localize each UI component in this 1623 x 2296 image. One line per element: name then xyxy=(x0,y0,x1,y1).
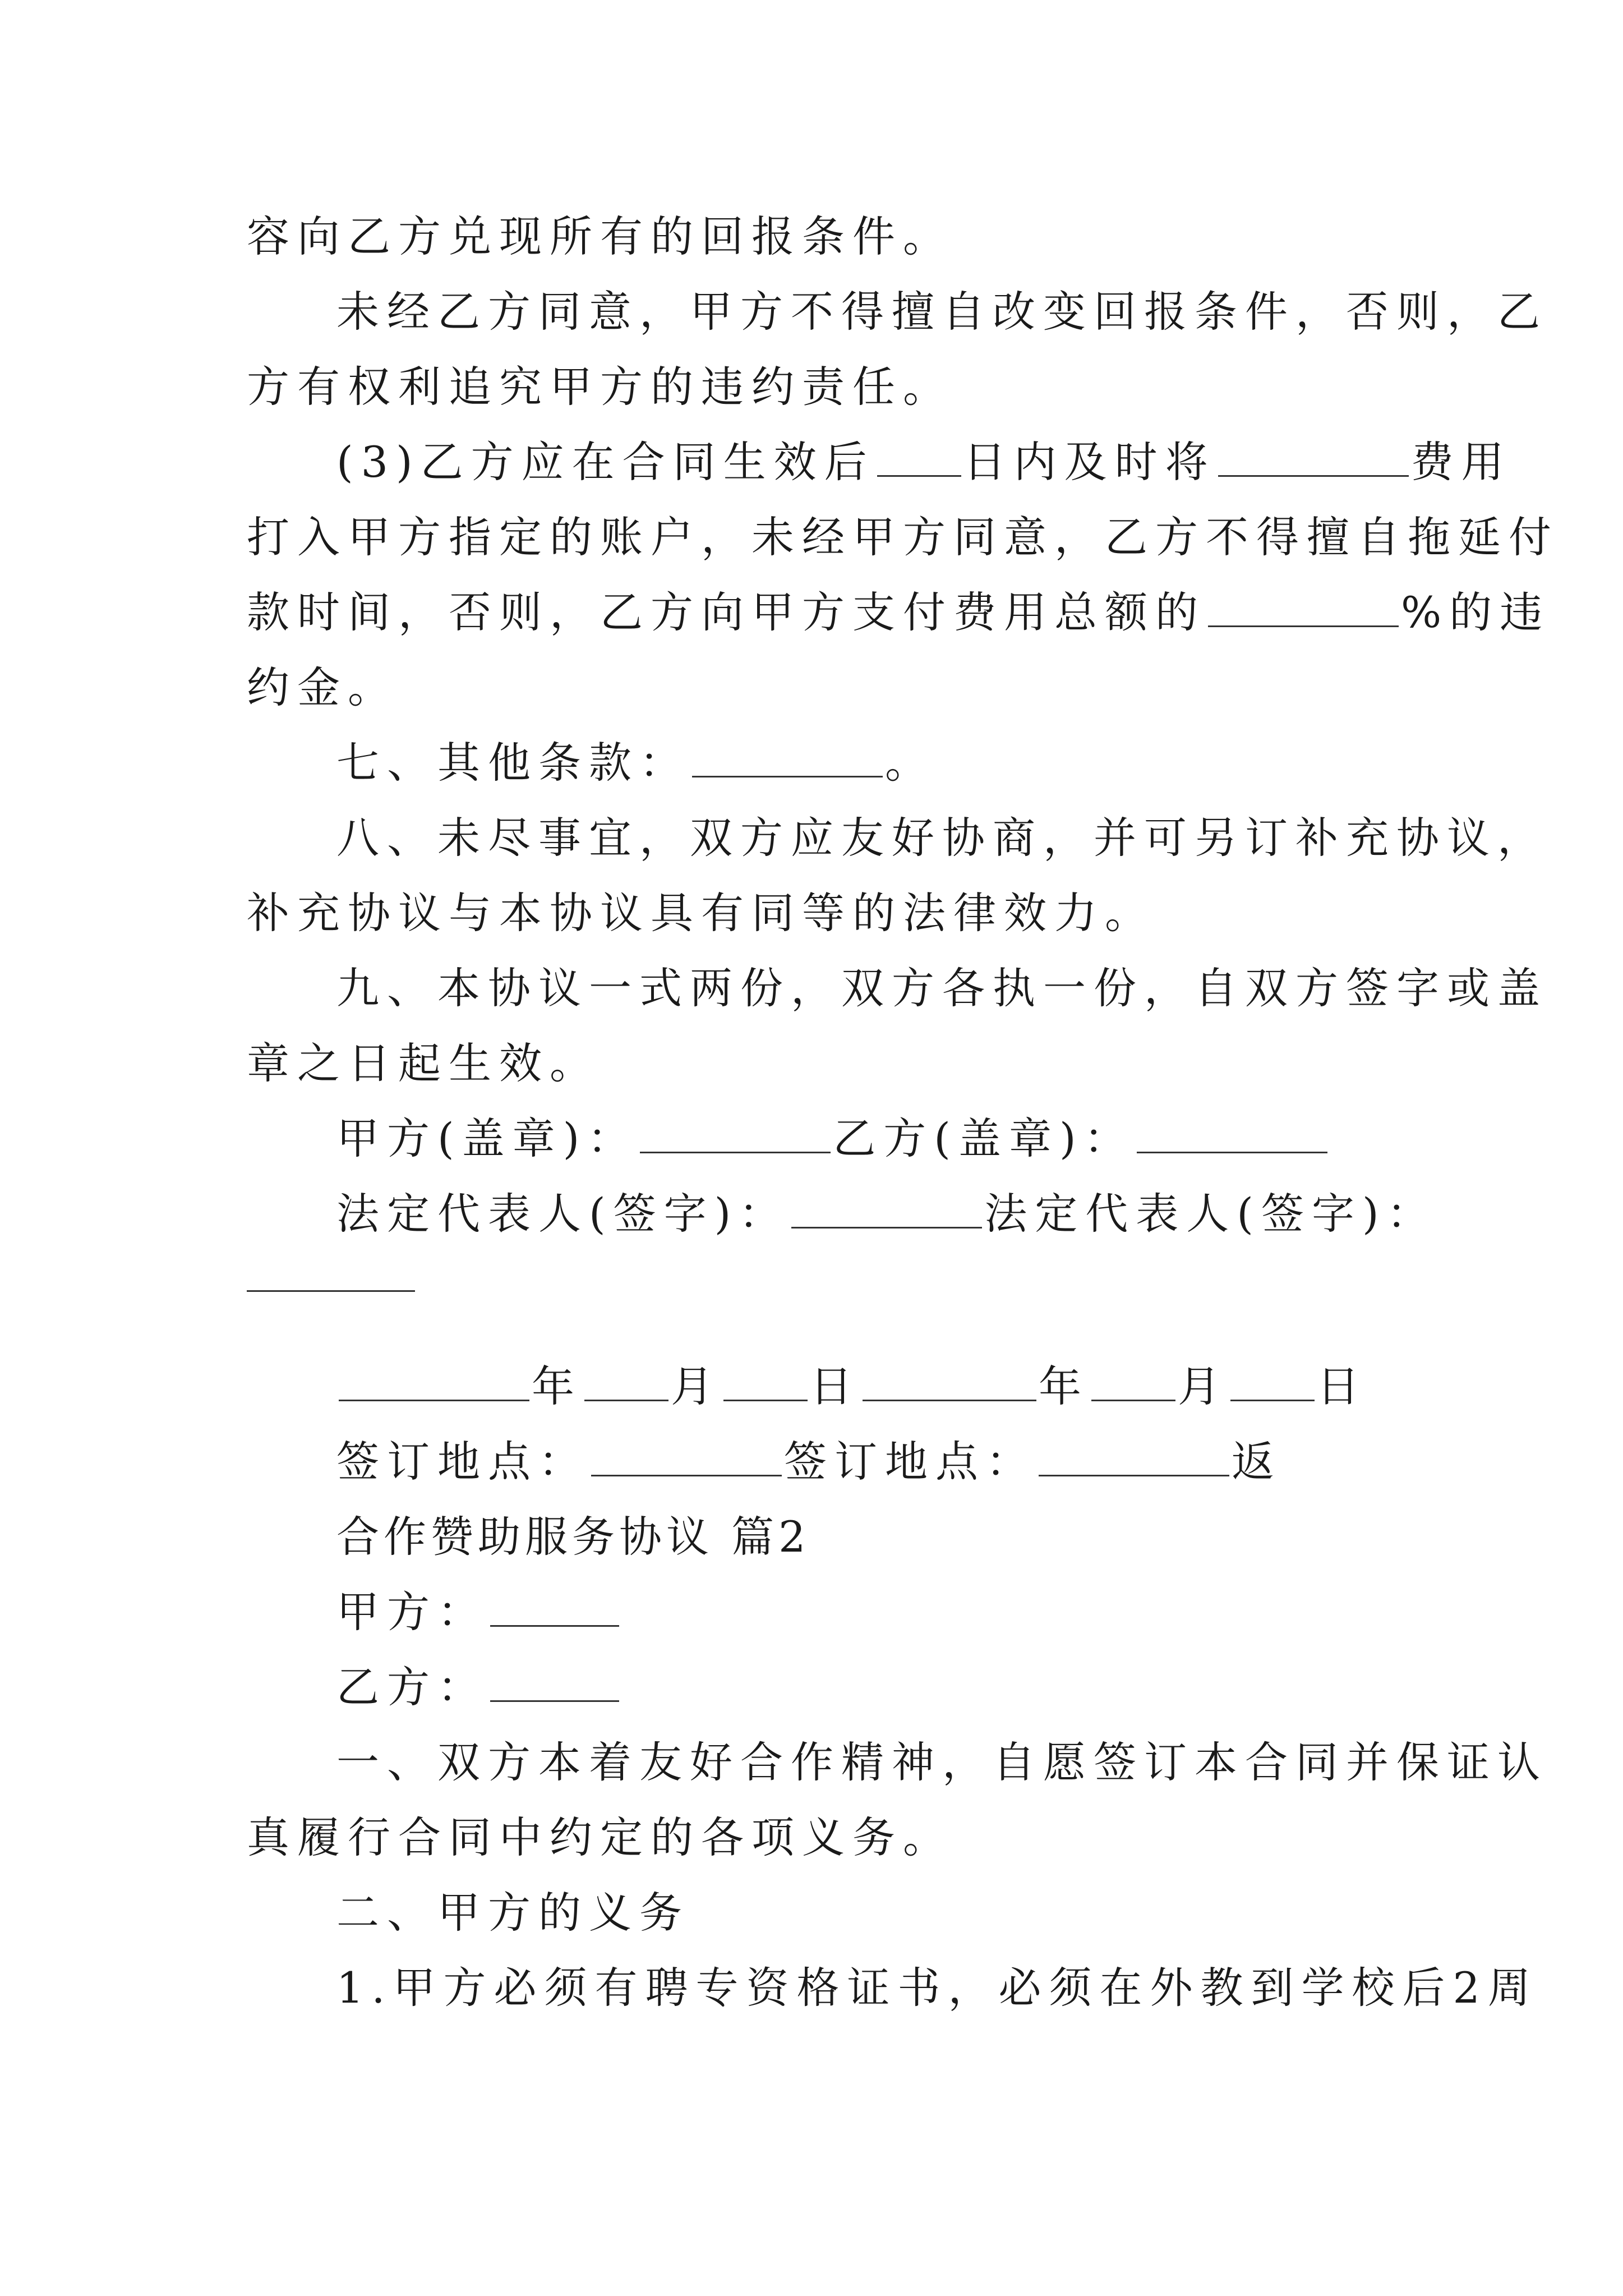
blank-line xyxy=(1208,586,1399,627)
text-line xyxy=(336,735,935,791)
blank-line xyxy=(490,1586,619,1627)
text-line: 真履行合同中约定的各项义务。 xyxy=(247,1812,953,1862)
party-b-line xyxy=(336,1659,621,1715)
blank-line xyxy=(863,1360,1036,1401)
text-segment: 七、其他条款： xyxy=(336,738,690,788)
text-line: 未经乙方同意，甲方不得擅自改变回报条件，否则，乙 xyxy=(336,287,1548,337)
text-line: 容向乙方兑现所有的回报条件。 xyxy=(247,211,953,261)
text-line: 补充协议与本协议具有同等的法律效力。 xyxy=(247,888,1155,938)
text-segment: 。 xyxy=(885,738,935,788)
text-segment: 费用 xyxy=(1410,437,1512,487)
party-b-seal-label: 乙方(盖章)： xyxy=(833,1114,1135,1163)
text-segment: 日内及时将 xyxy=(963,437,1216,487)
signature-line xyxy=(336,1111,1330,1167)
blank-line xyxy=(1039,1435,1229,1476)
blank-line xyxy=(490,1661,619,1702)
text-segment: %的违 xyxy=(1401,587,1551,637)
place-label: 签订地点： xyxy=(784,1437,1036,1487)
section-title: 合作赞助服务协议 篇2 xyxy=(336,1512,810,1562)
blank-line xyxy=(1137,1112,1327,1153)
text-line: 九、本协议一式两份，双方各执一份，自双方签字或盖 xyxy=(336,963,1548,1013)
party-a-label: 甲方： xyxy=(336,1587,488,1637)
place-label: 签订地点： xyxy=(336,1437,589,1487)
date-year-label: 年 xyxy=(532,1361,582,1411)
date-day-label: 日 xyxy=(810,1361,860,1411)
date-day-label: 日 xyxy=(1317,1361,1367,1411)
signature-line xyxy=(336,1186,1437,1242)
blank-line xyxy=(584,1360,668,1401)
text-segment: 返 xyxy=(1232,1437,1282,1487)
blank-line xyxy=(877,436,961,477)
text-line: 约金。 xyxy=(247,662,398,712)
blank-line xyxy=(640,1112,831,1153)
blank-line xyxy=(339,1360,529,1401)
blank-line xyxy=(791,1188,982,1228)
blank-line xyxy=(1091,1360,1175,1401)
blank-line xyxy=(692,737,883,777)
blank-line xyxy=(1230,1360,1315,1401)
text-line: 章之日起生效。 xyxy=(247,1038,600,1088)
blank-line xyxy=(591,1435,782,1476)
date-month-label: 月 xyxy=(1178,1361,1228,1411)
date-month-label: 月 xyxy=(671,1361,721,1411)
text-line: 一、双方本着友好合作精神，自愿签订本合同并保证认 xyxy=(336,1737,1548,1787)
blank-line xyxy=(723,1360,808,1401)
party-b-label: 乙方： xyxy=(336,1662,488,1712)
text-line xyxy=(336,434,1512,490)
party-a-seal-label: 甲方(盖章)： xyxy=(336,1114,638,1163)
text-segment: (3)乙方应在合同生效后 xyxy=(336,437,875,487)
text-line xyxy=(247,585,1550,641)
legal-rep-b-label: 法定代表人(签字)： xyxy=(984,1189,1437,1239)
text-line: 打入甲方指定的账户，未经甲方同意，乙方不得擅自拖延付 xyxy=(247,512,1559,562)
date-line xyxy=(336,1359,1367,1415)
text-line: 二、甲方的义务 xyxy=(336,1888,690,1938)
text-line: 方有权利追究甲方的违约责任。 xyxy=(247,362,953,412)
text-line: 八、未尽事宜，双方应友好协商，并可另订补充协议， xyxy=(336,813,1548,863)
date-year-label: 年 xyxy=(1039,1361,1089,1411)
place-line xyxy=(336,1434,1282,1490)
party-a-line xyxy=(336,1584,621,1640)
text-line: 1.甲方必须有聘专资格证书，必须在外教到学校后2周 xyxy=(336,1963,1538,2013)
blank-line xyxy=(1218,436,1409,477)
legal-rep-a-label: 法定代表人(签字)： xyxy=(336,1189,790,1239)
text-segment: 款时间，否则，乙方向甲方支付费用总额的 xyxy=(247,587,1206,637)
blank-line xyxy=(247,1290,415,1292)
